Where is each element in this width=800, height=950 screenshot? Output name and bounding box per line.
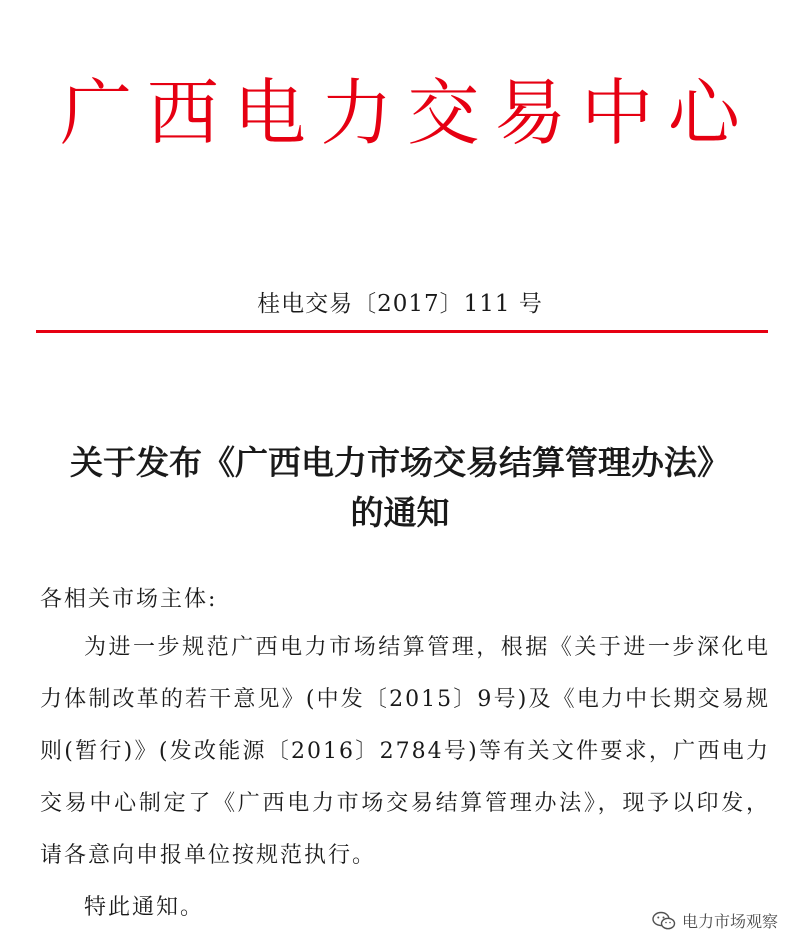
header-divider	[36, 330, 768, 333]
title-line-1: 关于发布《广西电力市场交易结算管理办法》	[70, 443, 730, 482]
org-name-char: 广	[60, 71, 133, 155]
document-number: 桂电交易〔2017〕111 号	[257, 291, 543, 317]
document-body	[40, 578, 770, 934]
watermark	[652, 909, 778, 932]
org-name-char: 交	[407, 71, 480, 155]
issuing-organization-header	[60, 68, 740, 158]
org-name-char: 易	[494, 71, 567, 155]
org-name-char: 心	[667, 71, 740, 155]
closing-line: 特此通知。	[84, 895, 205, 920]
org-name-char: 电	[233, 71, 306, 155]
org-name-char: 中	[581, 71, 654, 155]
watermark-text: 电力市场观察	[681, 912, 778, 931]
org-name-char: 西	[146, 71, 219, 155]
org-name-char: 力	[320, 71, 393, 155]
title-line-2: 的通知	[350, 493, 450, 532]
body-paragraph: 为进一步规范广西电力市场结算管理，根据《关于进一步深化电力体制改革的若干意见》(中发〔2015〕9号)及《电力中长期交易规则(暂行)》(发改能源〔2016〕2784号)等有关文件要求，广西电力交易中心制定了《广西电力市场交易结算管理办法》，现予以印发，请各意向申报单位按规范执行。	[40, 635, 770, 868]
salutation: 各相关市场主体:	[40, 587, 218, 612]
document-title	[20, 438, 780, 538]
wechat-icon	[652, 911, 676, 931]
